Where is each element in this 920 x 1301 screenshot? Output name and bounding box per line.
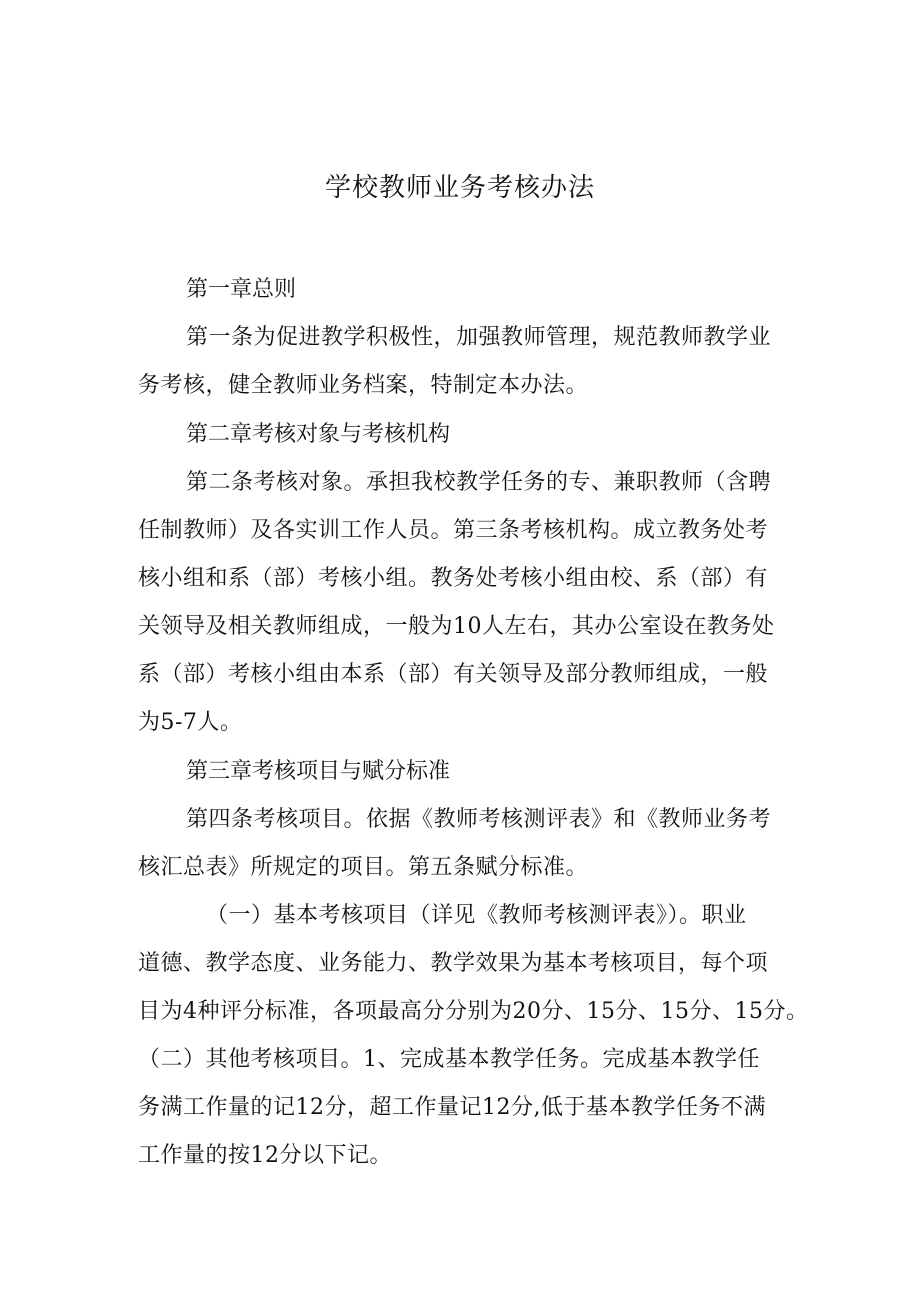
paragraph-line: 为5-7人。 (138, 710, 243, 735)
paragraph-line: 核小组和系（部）考核小组。教务处考核小组由校、系（部）有 (138, 566, 769, 591)
paragraph-line: 任制教师）及各实训工作人员。第三条考核机构。成立教务处考 (138, 518, 769, 543)
paragraph-line: 系（部）考核小组由本系（部）有关领导及部分教师组成，一般 (138, 662, 769, 687)
paragraph-line: 第一条为促进教学积极性，加强教师管理，规范教师教学业 (186, 325, 772, 350)
paragraph-line: 第四条考核项目。依据《教师考核测评表》和《教师业务考 (186, 807, 772, 832)
paragraph-line: 第二条考核对象。承担我校教学任务的专、兼职教师（含聘 (186, 470, 772, 495)
paragraph-line: 关领导及相关教师组成，一般为10人左右，其办公室设在教务处 (138, 614, 775, 639)
paragraph-line: 务满工作量的记12分，超工作量记12分,低于基本教学任务不满 (138, 1095, 766, 1120)
paragraph-line: 务考核，健全教师业务档案，特制定本办法。 (138, 373, 589, 398)
chapter-1-heading: 第一章总则 (186, 277, 297, 302)
chapter-2-heading: 第二章考核对象与考核机构 (186, 422, 451, 447)
paragraph-line: 工作量的按12分以下记。 (138, 1143, 392, 1168)
paragraph-line: 道德、教学态度、业务能力、教学效果为基本考核项目，每个项 (138, 951, 769, 976)
paragraph-line: 目为4种评分标准，各项最高分分别为20分、15分、15分、15分。 (138, 999, 809, 1024)
chapter-3-heading: 第三章考核项目与赋分标准 (186, 759, 451, 784)
paragraph-line: （一）基本考核项目（详见《教师考核测评表》）。职业 (206, 903, 747, 928)
paragraph-line: 核汇总表》所规定的项目。第五条赋分标准。 (138, 855, 589, 880)
paragraph-line: （二）其他考核项目。1、完成基本教学任务。完成基本教学任 (138, 1047, 760, 1072)
document-title: 学校教师业务考核办法 (324, 173, 595, 203)
